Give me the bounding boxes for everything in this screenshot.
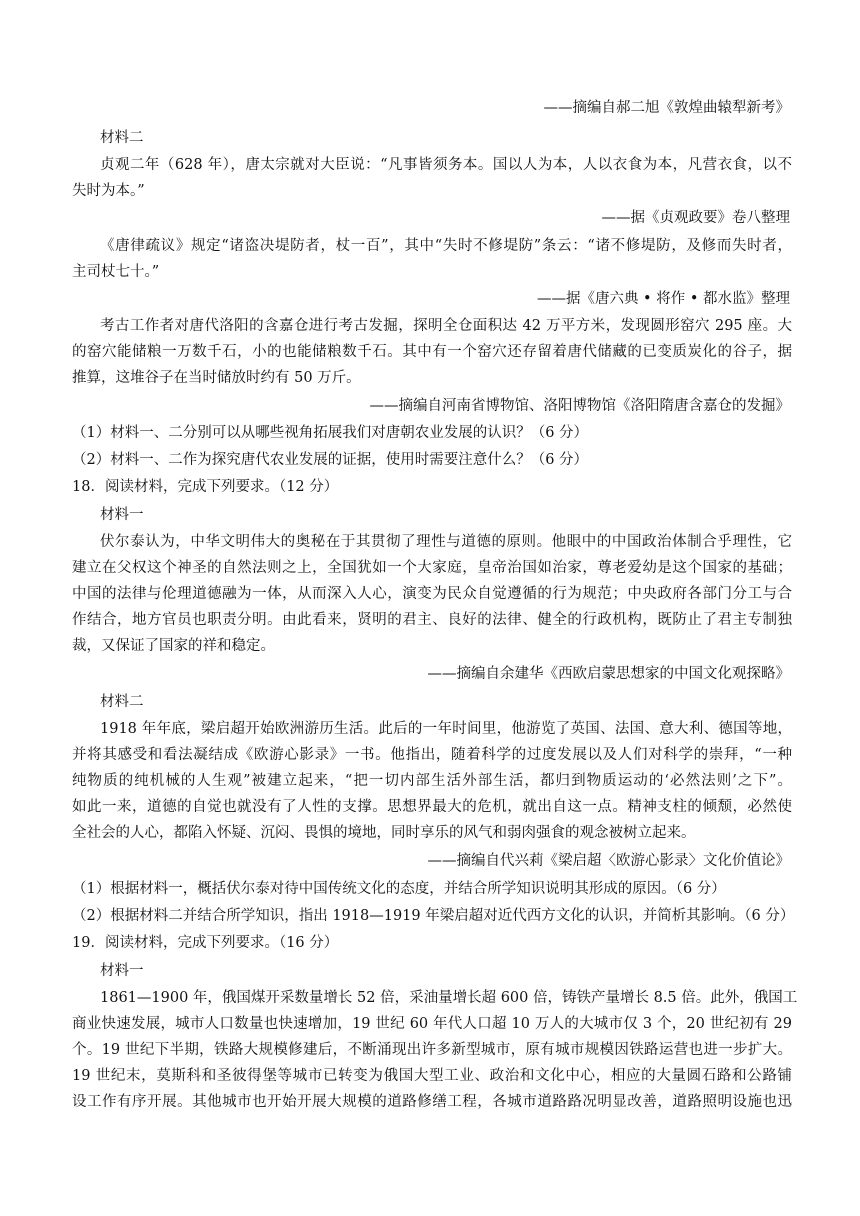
text-line: ——摘编自河南省博物馆、洛阳博物馆《洛阳隋唐含嘉仓的发掘》 xyxy=(369,398,790,414)
text-line: 材料一 xyxy=(100,963,144,979)
text-line: 裁，又保证了国家的祥和稳定。 xyxy=(72,638,275,654)
text-line: 推算，这堆谷子在当时储放时约有 50 万斤。 xyxy=(72,370,361,386)
text-line: 纯物质的纯机械的人生观”被建立起来，“把一切内部生活外部生活，都归到物质运动的‘必然法则’之下”。 xyxy=(72,773,792,789)
text-line: 失时为本。” xyxy=(72,183,145,199)
text-line: 考古工作者对唐代洛阳的含嘉仓进行考古发掘，探明全仓面积达 42 万平方米，发现圆形窑穴 295 座。大 xyxy=(100,318,792,334)
text-line: （2）材料一、二作为探究唐代农业发展的证据，使用时需要注意什么？（6 分） xyxy=(72,452,589,468)
text-line: ——摘编自郝二旭《敦煌曲辕犁新考》 xyxy=(543,100,790,116)
text-line: 商业快速发展，城市人口数量也快速增加，19 世纪 60 年代人口超 10 万人的大城市仅 3 个，20 世纪初有 29 xyxy=(72,1016,792,1032)
text-line: 《唐律疏议》规定“诸盗决堤防者，杖一百”，其中“失时不修堤防”条云：“诸不修堤防，及修而失时者， xyxy=(100,238,792,254)
text-line: 的窑穴能储粮一万数千石，小的也能储粮数千石。其中有一个窑穴还存留着唐代储藏的已变质炭化的谷子，据 xyxy=(72,344,792,360)
text-line: 全社会的人心，都陷入怀疑、沉闷、畏惧的境地，同时享乐的风气和弱肉强食的观念被树立起来。 xyxy=(72,825,696,841)
text-line: （1）材料一、二分别可以从哪些视角拓展我们对唐朝农业发展的认识？（6 分） xyxy=(72,425,589,441)
text-line: 19 世纪末，莫斯科和圣彼得堡等城市已转变为俄国大型工业、政治和文化中心，相应的大量圆石路和公路铺 xyxy=(72,1068,792,1084)
text-line: 中国的法律与伦理道德融为一体，从而深入人心，演变为民众自觉遵循的行为规范；中央政府各部门分工与合 xyxy=(72,586,792,602)
text-line: 如此一来，道德的自觉也就没有了人性的支撑。思想界最大的危机，就出自这一点。精神支柱的倾颓，必然使 xyxy=(72,799,792,815)
text-line: 材料二 xyxy=(100,694,144,710)
text-line: （1）根据材料一，概括伏尔泰对待中国传统文化的态度，并结合所学知识说明其形成的原因。（6 分） xyxy=(72,881,726,897)
text-line: ——摘编自代兴莉《梁启超〈欧游心影录〉文化价值论》 xyxy=(427,853,790,869)
text-line: 个。19 世纪下半期，铁路大规模修建后，不断涌现出许多新型城市，原有城市规模因铁路运营也进一步扩大。 xyxy=(72,1042,792,1058)
text-line: 1918 年年底，梁启超开始欧洲游历生活。此后的一年时间里，他游览了英国、法国、意大利、德国等地， xyxy=(100,721,792,737)
text-line: 1861—1900 年，俄国煤开采数量增长 52 倍，采油量增长超 600 倍，铸铁产量增长 8.5 倍。此外，俄国工 xyxy=(100,990,798,1006)
text-line: 建立在父权这个神圣的自然法则之上，全国犹如一个大家庭，皇帝治国如治家，尊老爱幼是这个国家的基础； xyxy=(72,560,792,576)
text-line: 材料二 xyxy=(100,130,144,146)
text-line: 设工作有序开展。其他城市也开始开展大规模的道路修缮工程，各城市道路路况明显改善，道路照明设施也迅 xyxy=(72,1094,792,1110)
text-line: ——据《贞观政要》卷八整理 xyxy=(601,210,790,226)
text-line: 伏尔泰认为，中华文明伟大的奥秘在于其贯彻了理性与道德的原则。他眼中的中国政治体制合乎理性，它 xyxy=(100,534,792,550)
text-line: 19．阅读材料，完成下列要求。（16 分） xyxy=(72,935,339,951)
text-line: 并将其感受和看法凝结成《欧游心影录》一书。他指出，随着科学的过度发展以及人们对科学的崇拜，“一种 xyxy=(72,747,792,763)
text-line: 材料一 xyxy=(100,507,144,523)
text-line: ——据《唐六典 • 将作 • 都水监》整理 xyxy=(536,291,790,307)
text-line: 主司杖七十。” xyxy=(72,264,160,280)
text-line: （2）根据材料二并结合所学知识，指出 1918—1919 年梁启超对近代西方文化的认识，并简析其影响。（6 分） xyxy=(72,908,795,924)
text-line: 贞观二年（628 年），唐太宗就对大臣说：“凡事皆须务本。国以人为本，人以衣食为本，凡营衣食，以不 xyxy=(100,157,792,173)
text-line: ——摘编自余建华《西欧启蒙思想家的中国文化观探略》 xyxy=(427,666,790,682)
text-line: 作结合，地方官员也职责分明。由此看来，贤明的君主、良好的法律、健全的行政机构，既防止了君主专制独 xyxy=(72,612,792,628)
text-line: 18．阅读材料，完成下列要求。（12 分） xyxy=(72,479,339,495)
